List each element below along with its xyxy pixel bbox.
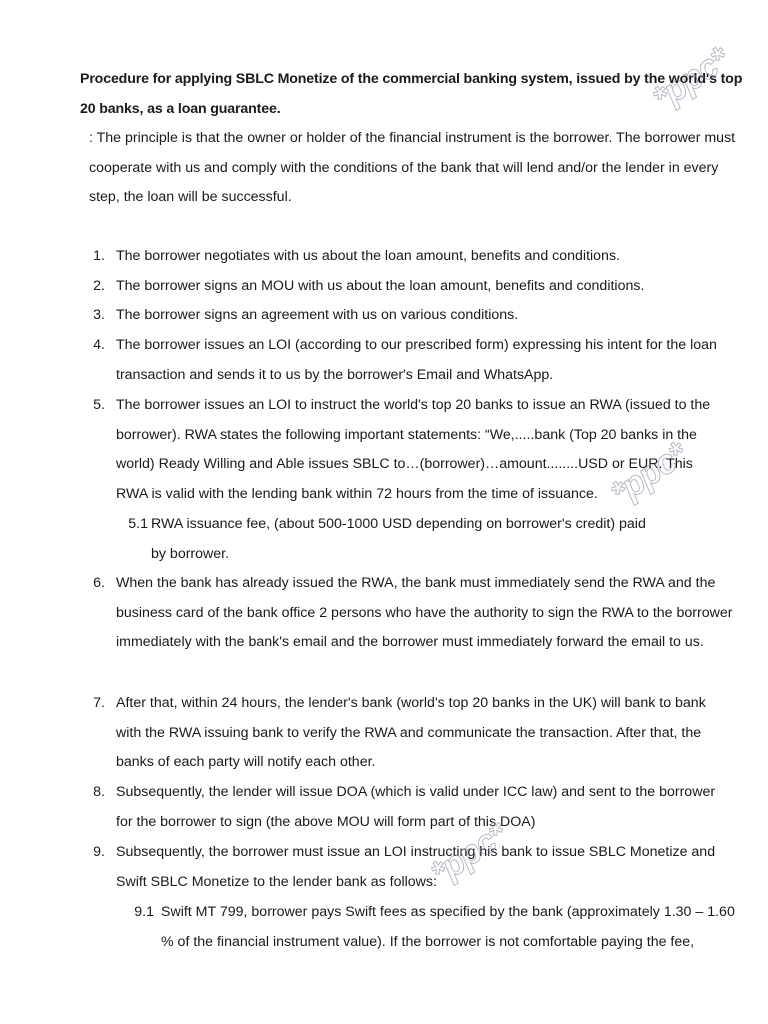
- watermark-logo: *ppc*: [424, 815, 514, 893]
- list-item-number: 5.: [93, 397, 105, 413]
- list-item-text: Swift MT 799, borrower pays Swift fees as specified by the bank (approximately 1.30 – 1.60 % of the financial instrument value). If the borrower is not comfortable paying the fee,: [161, 904, 735, 950]
- list-item-text: The borrower issues an LOI (according to our prescribed form) expressing his intent for the loan transaction and sends it to us by the borrower's Email and WhatsApp.: [116, 337, 717, 383]
- watermark-logo: *ppc*: [646, 40, 736, 118]
- watermark-logo: *ppc*: [604, 435, 694, 513]
- list-item-number: 6.: [93, 575, 105, 591]
- list-item-text: After that, within 24 hours, the lender's bank (world's top 20 banks in the UK) will bank to bank with the RWA issuing bank to verify the RWA and communicate the transaction. After that, the banks of each party will notify each other.: [116, 695, 706, 771]
- list-item-number: 3.: [93, 307, 105, 323]
- list-item-number: 9.: [93, 844, 105, 860]
- list-item-number: 2.: [93, 278, 105, 294]
- list-item-text: The borrower signs an agreement with us on various conditions.: [116, 307, 519, 323]
- list-item-text: When the bank has already issued the RWA, the bank must immediately send the RWA and the business card of the bank office 2 persons who have the authority to sign the RWA to the borrower immediately with the bank's email and the borrower must immediately forward the email to us.: [116, 575, 733, 651]
- document-title: Procedure for applying SBLC Monetize of the commercial banking system, issued by the world's top 20 banks, as a loan guarantee.: [80, 71, 743, 117]
- list-item-text: The borrower negotiates with us about the loan amount, benefits and conditions.: [116, 248, 620, 264]
- list-item-number: 7.: [93, 695, 105, 711]
- intro-text: : The principle is that the owner or holder of the financial instrument is the borrower. The borrower must cooperate with us and comply with the conditions of the bank that will lend and/or the lender in every step, the loan will be successful.: [89, 130, 736, 205]
- list-item-number: 4.: [93, 337, 105, 353]
- list-item-text: The borrower signs an MOU with us about the loan amount, benefits and conditions.: [116, 278, 645, 294]
- list-item-text: RWA issuance fee, (about 500-1000 USD depending on borrower's credit) paid by borrower.: [151, 516, 646, 562]
- list-item-text: The borrower issues an LOI to instruct the world's top 20 banks to issue an RWA (issued to the borrower). RWA states the following important statements: “We,.....bank (Top 20 banks in the world) Ready Willing and Able issues SBLC to…(borrower)…amount........USD or EUR. This RWA is valid with the lending bank within 72 hours from the time of issuance.: [116, 397, 711, 503]
- list-item-number: 5.1: [128, 516, 148, 532]
- list-item-text: Subsequently, the borrower must issue an LOI instructing his bank to issue SBLC Monetize and Swift SBLC Monetize to the lender bank as follows:: [116, 844, 716, 890]
- list-item-text: Subsequently, the lender will issue DOA (which is valid under ICC law) and sent to the borrower for the borrower to sign (the above MOU will form part of this DOA): [116, 784, 716, 830]
- intro-paragraph: [89, 124, 749, 213]
- list-item-number: 8.: [93, 784, 105, 800]
- list-item-number: 9.1: [134, 904, 154, 920]
- list-item-number: 1.: [93, 248, 105, 264]
